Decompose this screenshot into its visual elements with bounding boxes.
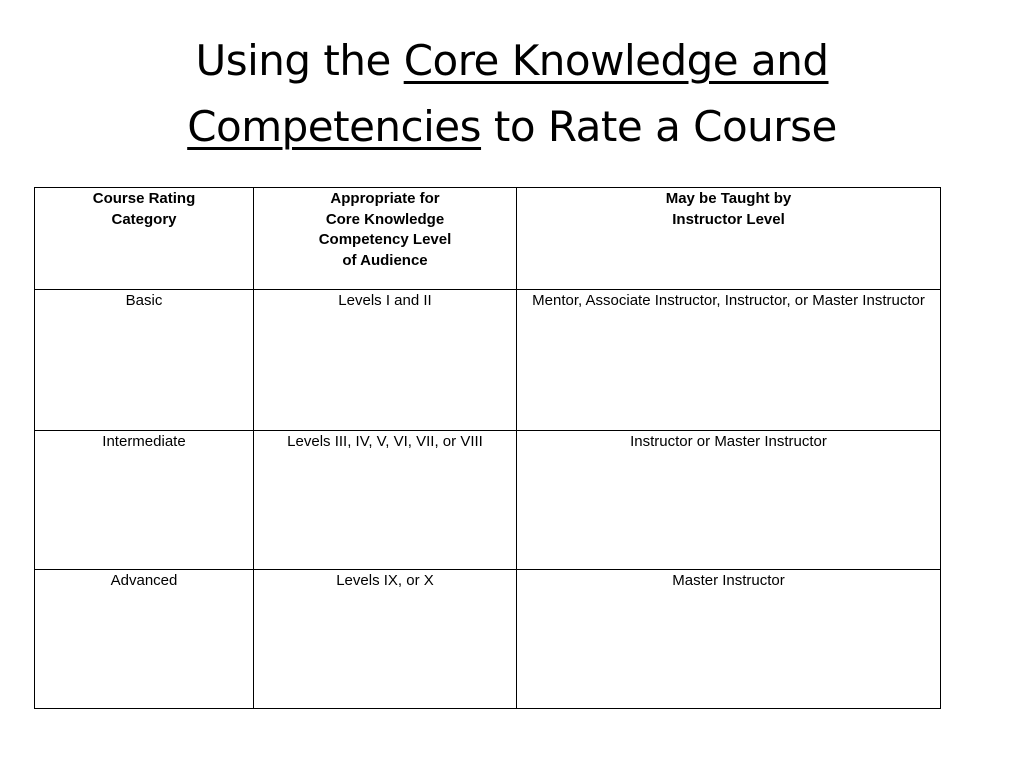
cell-instructor: Master Instructor [517,569,941,708]
cell-instructor: Instructor or Master Instructor [517,431,941,569]
cell-levels: Levels III, IV, V, VI, VII, or VIII [254,431,517,569]
course-rating-table [34,187,941,709]
header-line: Appropriate for [330,190,440,207]
cell-levels: Levels I and II [254,290,517,431]
title-underlined-part2: Competencies [187,102,482,151]
header-may-be-taught-by [517,188,941,290]
title-text-part2: to Rate a Course [481,102,837,151]
slide-title [0,28,1024,160]
table-row [35,431,941,569]
table-header-row [35,188,941,290]
cell-category: Advanced [35,569,254,708]
header-line: May be Taught by [665,190,792,207]
header-course-rating-category [35,188,254,290]
header-line: of Audience [342,251,428,269]
cell-category: Basic [35,290,254,431]
title-text-part1: Using the [195,36,404,85]
header-appropriate-for-level [254,188,517,290]
header-line: Core Knowledge [325,210,445,228]
header-line: Instructor Level [672,210,785,228]
cell-category: Intermediate [35,431,254,569]
header-line: Category [111,210,177,228]
cell-levels: Levels IX, or X [254,569,517,708]
cell-instructor: Mentor, Associate Instructor, Instructor, or Master Instructor [517,290,941,431]
table-row [35,290,941,431]
header-line: Competency Level [318,231,452,248]
table-row [35,569,941,708]
title-underlined-part1: Core Knowledge and [403,36,829,85]
header-line: Course Rating [92,190,196,207]
